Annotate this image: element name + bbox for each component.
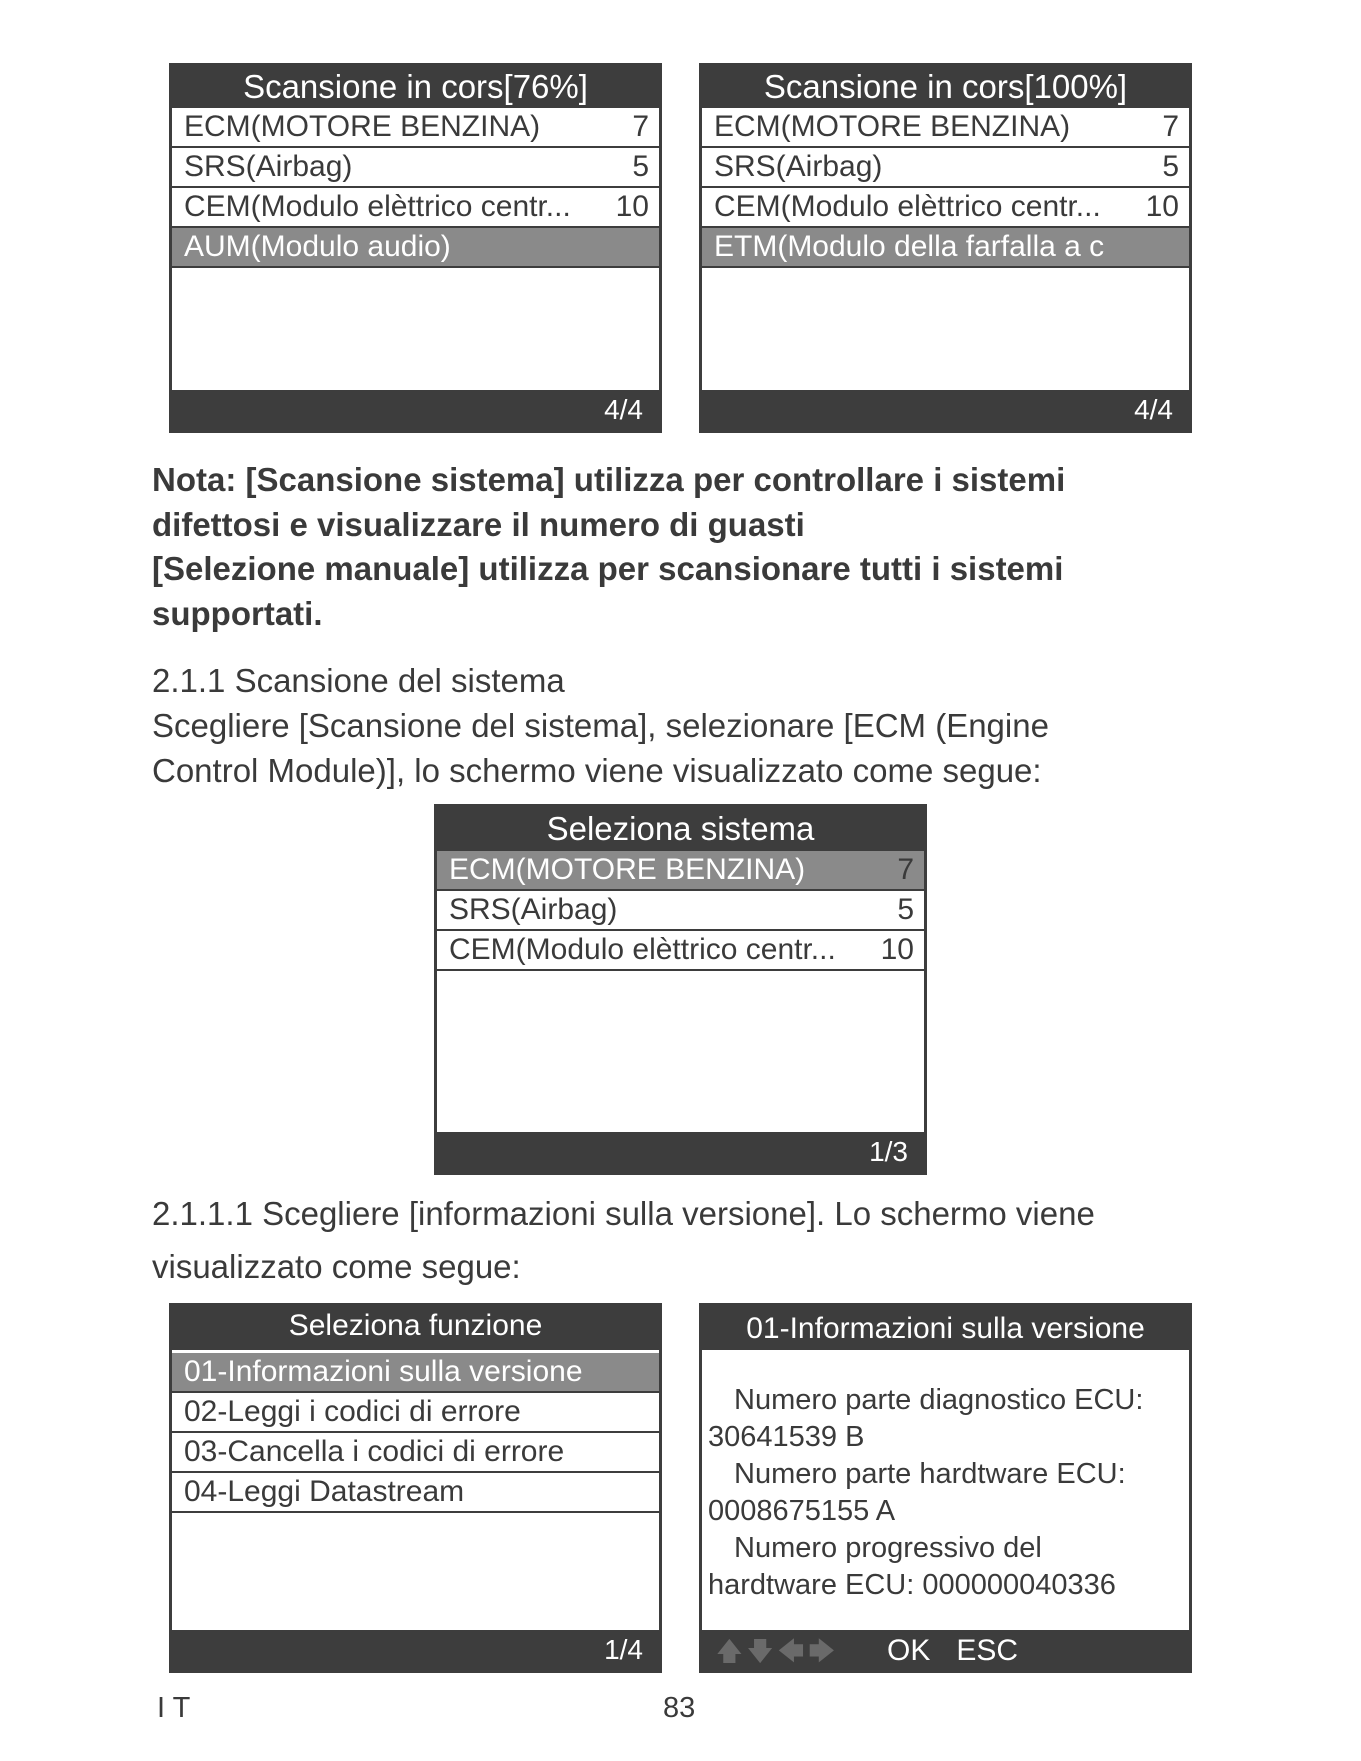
ok-button[interactable]: OK	[887, 1634, 931, 1667]
system-label: CEM(Modulo elèttrico centr...	[714, 190, 1101, 223]
function-label: 03-Cancella i codici di errore	[184, 1435, 565, 1468]
list-item-selected[interactable]	[702, 228, 1189, 268]
list-item-selected[interactable]	[172, 1353, 659, 1393]
list-item[interactable]	[437, 931, 924, 971]
fault-count: 5	[1162, 150, 1179, 183]
system-label: ETM(Modulo della farfalla a c	[714, 230, 1105, 263]
scan-title: Scansione in cors[100%]	[702, 66, 1189, 108]
select-system-screen	[434, 804, 927, 1175]
note-line: supportati.	[152, 595, 323, 632]
body-text: Scegliere [Scansione del sistema], selezionare [ECM (Engine	[152, 707, 1049, 744]
function-label: 02-Leggi i codici di errore	[184, 1395, 521, 1428]
system-label: ECM(MOTORE BENZINA)	[714, 110, 1071, 143]
list-item[interactable]	[172, 188, 659, 228]
scan-title: Scansione in cors[76%]	[172, 66, 659, 108]
language-code: I T	[157, 1692, 191, 1724]
list-item[interactable]	[702, 108, 1189, 148]
function-label: 04-Leggi Datastream	[184, 1475, 465, 1508]
scan-screen-100	[699, 63, 1192, 433]
esc-button[interactable]: ESC	[956, 1634, 1019, 1667]
select-function-screen	[169, 1303, 662, 1673]
list-item[interactable]	[172, 148, 659, 188]
section-heading: 2.1.1 Scansione del sistema	[152, 662, 565, 699]
screen-footer	[172, 1630, 659, 1670]
version-info	[708, 1382, 1181, 1604]
info-line: Numero progressivo del	[734, 1532, 1042, 1564]
system-label: ECM(MOTORE BENZINA)	[184, 110, 541, 143]
fault-count: 5	[897, 893, 914, 926]
page-indicator: 1/3	[869, 1136, 908, 1167]
list-item[interactable]	[437, 891, 924, 931]
screen-title: Seleziona funzione	[172, 1306, 659, 1350]
page-indicator: 1/4	[604, 1634, 643, 1665]
scan-screen-76	[169, 63, 662, 433]
page-indicator: 4/4	[604, 394, 643, 425]
info-line: hardtware ECU: 000000040336	[708, 1569, 1116, 1601]
note-line: [Selezione manuale] utilizza per scansionare tutti i sistemi	[152, 550, 1064, 587]
screen-title: 01-Informazioni sulla versione	[702, 1306, 1189, 1350]
info-line: 30641539 B	[708, 1421, 865, 1453]
screen-footer	[437, 1132, 924, 1172]
system-label: CEM(Modulo elèttrico centr...	[449, 933, 836, 966]
list-item[interactable]	[172, 108, 659, 148]
list-item-selected[interactable]	[172, 228, 659, 268]
list-item[interactable]	[702, 148, 1189, 188]
fault-count: 5	[632, 150, 649, 183]
fault-count: 10	[1145, 190, 1179, 223]
fault-count: 7	[1162, 110, 1179, 143]
screen-title: Seleziona sistema	[437, 807, 924, 851]
screen-footer	[172, 390, 659, 430]
system-label: CEM(Modulo elèttrico centr...	[184, 190, 571, 223]
fault-count: 7	[897, 853, 914, 886]
fault-count: 10	[615, 190, 649, 223]
arrow-right-icon[interactable]: 🡆	[808, 1636, 840, 1666]
version-info-screen	[699, 1303, 1192, 1673]
fault-count: 10	[880, 933, 914, 966]
list-item-selected[interactable]	[437, 851, 924, 891]
info-line: 0008675155 A	[708, 1495, 896, 1527]
arrow-left-icon[interactable]: 🡄	[777, 1636, 809, 1666]
list-item[interactable]	[172, 1393, 659, 1433]
info-line: Numero parte hardtware ECU:	[734, 1458, 1126, 1490]
system-label: AUM(Modulo audio)	[184, 230, 451, 263]
system-label: SRS(Airbag)	[184, 150, 353, 183]
navigation-arrows	[716, 1633, 839, 1677]
page-number: 83	[663, 1692, 696, 1724]
info-line: Numero parte diagnostico ECU:	[734, 1384, 1144, 1416]
page-indicator: 4/4	[1134, 394, 1173, 425]
body-text: Control Module)], lo schermo viene visualizzato come segue:	[152, 752, 1042, 789]
system-label: SRS(Airbag)	[449, 893, 618, 926]
body-text: 2.1.1.1 Scegliere [informazioni sulla versione]. Lo schermo viene	[152, 1195, 1095, 1232]
list-item[interactable]	[172, 1433, 659, 1473]
arrow-down-icon[interactable]: 🡇	[746, 1636, 778, 1666]
screen-footer	[702, 1630, 1189, 1670]
note-line: Nota: [Scansione sistema] utilizza per controllare i sistemi	[152, 461, 1066, 498]
list-item[interactable]	[702, 188, 1189, 228]
screen-footer	[702, 390, 1189, 430]
list-item[interactable]	[172, 1473, 659, 1513]
function-label: 01-Informazioni sulla versione	[184, 1355, 583, 1388]
body-text: visualizzato come segue:	[152, 1248, 521, 1285]
system-label: SRS(Airbag)	[714, 150, 883, 183]
arrow-up-icon[interactable]: 🡅	[716, 1636, 747, 1666]
note-line: difettosi e visualizzare il numero di guasti	[152, 506, 805, 543]
system-label: ECM(MOTORE BENZINA)	[449, 853, 806, 886]
fault-count: 7	[632, 110, 649, 143]
